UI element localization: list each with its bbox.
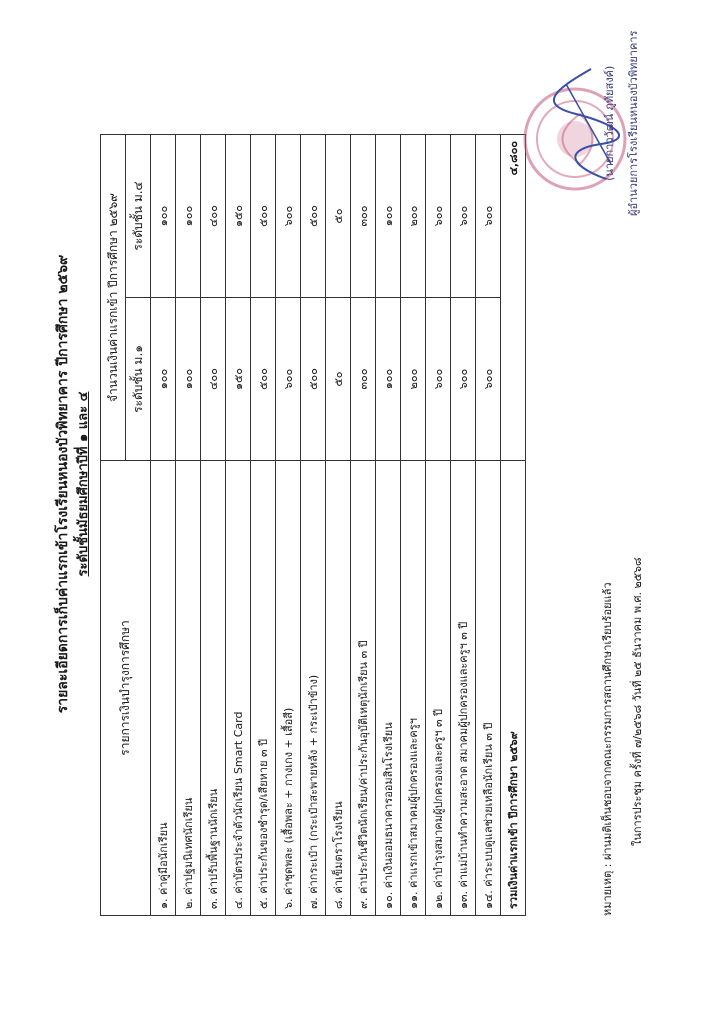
row-item: ๑๑. ค่าแรกเข้าสมาคมผู้ปกครองและครูฯ xyxy=(401,461,426,916)
row-amount-m4: ๑๐๐ xyxy=(176,135,201,298)
table-row xyxy=(476,135,501,916)
table-row xyxy=(301,135,326,916)
row-amount-m1: ๑๕๐ xyxy=(226,298,251,461)
table-row xyxy=(376,135,401,916)
meeting-text: ในการประชุม ครั้งที่ ๗/๒๕๖๘ วันที่ ๒๕ ธันวาคม พ.ศ. ๒๕๖๘ xyxy=(631,557,644,846)
row-amount-m1: ๔๐๐ xyxy=(201,298,226,461)
table-row xyxy=(176,135,201,916)
total-amount: ๔,๘๐๐ xyxy=(501,135,526,461)
row-item: ๑๓. ค่าแม่บ้านทำความสะอาด สมาคมผู้ปกครองและครูฯ ๓ ปี xyxy=(451,461,476,916)
row-amount-m4: ๓๐๐ xyxy=(351,135,376,298)
row-amount-m4: ๖๐๐ xyxy=(451,135,476,298)
row-item: ๑๐. ค่าเงินออมธนาคารออมสินโรงเรียน xyxy=(376,461,401,916)
row-item: ๙. ค่าประกันชีวิตนักเรียน/ค่าประกันอุบัติเหตุนักเรียน ๓ ปี xyxy=(351,461,376,916)
row-amount-m1: ๕๐๐ xyxy=(301,298,326,461)
table-row xyxy=(451,135,476,916)
row-amount-m4: ๕๐๐ xyxy=(301,135,326,298)
row-amount-m4: ๑๐๐ xyxy=(151,135,176,298)
header-m4: ระดับชั้น ม.๔ xyxy=(126,135,151,298)
row-item: ๖. ค่าชุดพละ (เสื้อพละ + กางเกง + เสื้อสี) xyxy=(276,461,301,916)
signer-block xyxy=(600,31,648,216)
table-row xyxy=(351,135,376,916)
table-row xyxy=(251,135,276,916)
row-item: ๔. ค่าบัตรประจำตัวนักเรียน Smart Card xyxy=(226,461,251,916)
table-row xyxy=(151,135,176,916)
row-amount-m1: ๒๐๐ xyxy=(401,298,426,461)
row-amount-m1: ๕๐๐ xyxy=(251,298,276,461)
row-amount-m1: ๑๐๐ xyxy=(151,298,176,461)
row-amount-m1: ๖๐๐ xyxy=(426,298,451,461)
table-row xyxy=(201,135,226,916)
row-amount-m4: ๕๐ xyxy=(326,135,351,298)
row-item: ๕. ค่าประกันของชำรุด/เสียหาย ๓ ปี xyxy=(251,461,276,916)
row-item: ๓. ค่าปรับพื้นฐานนักเรียน xyxy=(201,461,226,916)
row-item: ๑. ค่าคู่มือนักเรียน xyxy=(151,461,176,916)
row-amount-m1: ๖๐๐ xyxy=(451,298,476,461)
fee-table xyxy=(100,134,526,916)
signer-name: (นายกาววัฒน์ ภูทัยสงค์) xyxy=(603,65,616,181)
row-amount-m4: ๔๐๐ xyxy=(201,135,226,298)
header-amount-group: จำนวนเงินค่าแรกเข้า ปีการศึกษา ๒๕๖๙ xyxy=(101,135,126,461)
row-item: ๒. ค่าปฐมนิเทศนักเรียน xyxy=(176,461,201,916)
row-amount-m4: ๕๐๐ xyxy=(251,135,276,298)
row-item: ๘. ค่าเข็มตราโรงเรียน xyxy=(326,461,351,916)
row-amount-m4: ๖๐๐ xyxy=(426,135,451,298)
total-label: รวมเงินค่าแรกเข้า ปีการศึกษา ๒๕๖๙ xyxy=(501,461,526,916)
row-item: ๑๔. ค่าระบบดูแลช่วยเหลือนักเรียน ๓ ปี xyxy=(476,461,501,916)
document-subtitle: ระดับชั้นมัธยมศึกษาปีที่ ๑ และ ๔ xyxy=(76,391,91,577)
document-title: รายละเอียดการเก็บค่าแรกเข้าโรงเรียนหนองบัวพิทยาคาร ปีการศึกษา ๒๕๖๙ xyxy=(55,254,71,714)
fee-rows xyxy=(151,135,501,916)
table-row xyxy=(226,135,251,916)
row-amount-m4: ๒๐๐ xyxy=(401,135,426,298)
signer-position: ผู้อำนวยการโรงเรียนหนองบัวพิทยาคาร xyxy=(627,30,640,216)
row-item: ๑๒. ค่าบำรุงสมาคมผู้ปกครองและครูฯ ๓ ปี xyxy=(426,461,451,916)
table-row xyxy=(426,135,451,916)
remark-text: หมายเหตุ : ผ่านมติเห็นชอบจากคณะกรรมการสถานศึกษาเรียบร้อยแล้ว xyxy=(601,582,614,916)
header-m1: ระดับชั้น ม.๑ xyxy=(126,298,151,461)
row-amount-m1: ๖๐๐ xyxy=(476,298,501,461)
row-amount-m1: ๑๐๐ xyxy=(376,298,401,461)
row-amount-m4: ๑๕๐ xyxy=(226,135,251,298)
row-amount-m1: ๕๐ xyxy=(326,298,351,461)
row-amount-m4: ๖๐๐ xyxy=(276,135,301,298)
row-amount-m1: ๓๐๐ xyxy=(351,298,376,461)
total-row xyxy=(501,135,526,916)
row-amount-m1: ๑๐๐ xyxy=(176,298,201,461)
table-row xyxy=(326,135,351,916)
row-amount-m1: ๖๐๐ xyxy=(276,298,301,461)
table-row xyxy=(401,135,426,916)
header-item: รายการเงินบำรุงการศึกษา xyxy=(101,461,151,916)
row-amount-m4: ๑๐๐ xyxy=(376,135,401,298)
table-row xyxy=(276,135,301,916)
row-amount-m4: ๖๐๐ xyxy=(476,135,501,298)
row-item: ๗. ค่ากระเป๋า (กระเป๋าสะพายหลัง + กระเป๋าข้าง) xyxy=(301,461,326,916)
